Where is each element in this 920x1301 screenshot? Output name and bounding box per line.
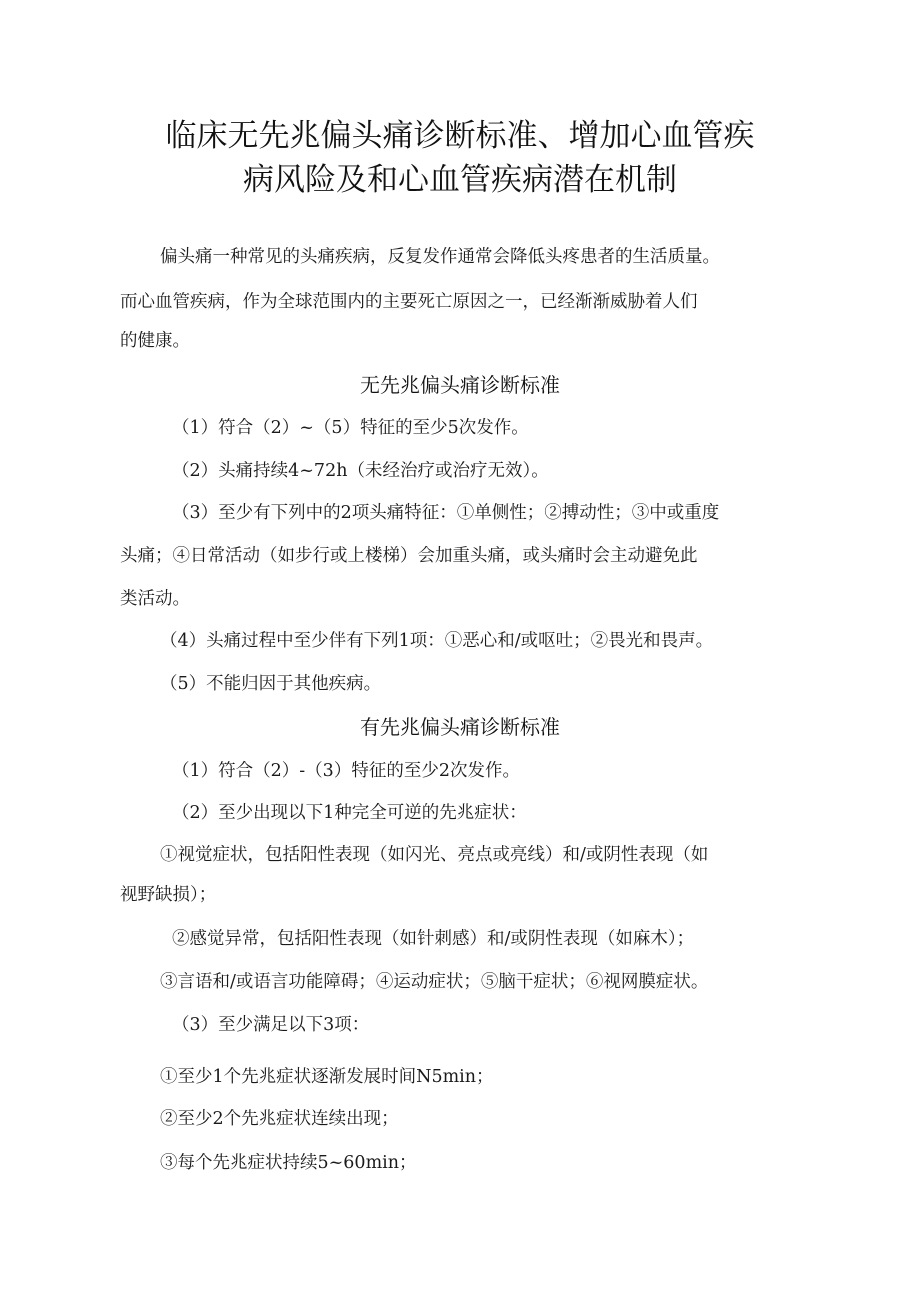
intro-line-3: 的健康。 xyxy=(120,331,190,351)
criterion-line: （3）至少有下列中的2项头痛特征：①单侧性；②搏动性；③中或重度 xyxy=(172,503,720,523)
criterion-line: （2）头痛持续4~72h（未经治疗或治疗无效）。 xyxy=(172,461,549,481)
criterion-line: ①视觉症状，包括阳性表现（如闪光、亮点或亮线）和/或阴性表现（如 xyxy=(160,845,709,865)
document-title-line-1: 临床无先兆偏头痛诊断标准、增加心血管疾 xyxy=(165,118,755,154)
criterion-line: ③每个先兆症状持续5~60min； xyxy=(160,1153,417,1173)
criterion-line: （1）符合（2）-（3）特征的至少2次发作。 xyxy=(172,761,520,781)
section-heading-with-aura: 有先兆偏头痛诊断标准 xyxy=(360,715,560,739)
criterion-line: （4）头痛过程中至少伴有下列1项：①恶心和/或呕吐；②畏光和畏声。 xyxy=(160,631,714,651)
section-heading-without-aura: 无先兆偏头痛诊断标准 xyxy=(360,373,560,397)
criterion-line: （5）不能归因于其他疾病。 xyxy=(160,674,382,694)
criterion-line: ③言语和/或语言功能障碍；④运动症状；⑤脑干症状；⑥视网膜症状。 xyxy=(160,972,709,992)
criterion-line: ②至少2个先兆症状连续出现； xyxy=(160,1109,399,1129)
criterion-line: 类活动。 xyxy=(120,589,190,609)
intro-line-2: 而心血管疾病，作为全球范围内的主要死亡原因之一，已经渐渐威胁着人们 xyxy=(120,292,698,312)
criterion-line: ②感觉异常，包括阳性表现（如针刺感）和/或阴性表现（如麻木）； xyxy=(172,929,695,949)
criterion-line: ①至少1个先兆症状逐渐发展时间N5min； xyxy=(160,1067,494,1087)
criterion-line: （1）符合（2）~（5）特征的至少5次发作。 xyxy=(172,418,529,438)
criterion-line: 头痛；④日常活动（如步行或上楼梯）会加重头痛，或头痛时会主动避免此 xyxy=(120,546,698,566)
criterion-line: 视野缺损）； xyxy=(120,885,217,905)
document-title-line-2: 病风险及和心血管疾病潜在机制 xyxy=(243,162,677,198)
intro-line-1: 偏头痛一种常见的头痛疾病，反复发作通常会降低头疼患者的生活质量。 xyxy=(160,247,720,267)
criterion-line: （2）至少出现以下1种完全可逆的先兆症状： xyxy=(172,803,527,823)
criterion-line: （3）至少满足以下3项： xyxy=(172,1015,370,1035)
